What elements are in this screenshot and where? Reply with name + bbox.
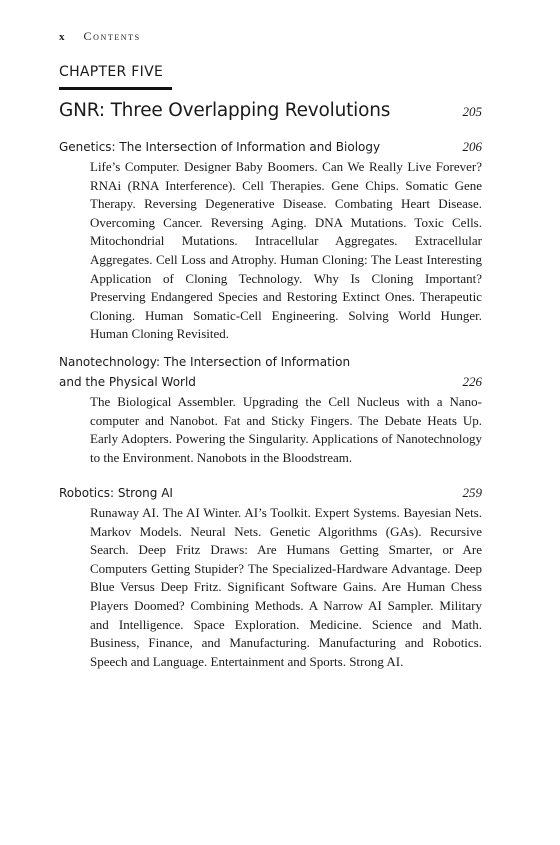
- section-nanotechnology: [59, 352, 482, 467]
- folio: x: [59, 31, 67, 43]
- chapter-page-number: 205: [462, 104, 482, 119]
- section-heading: Genetics: The Intersection of Information and Biology: [59, 140, 381, 154]
- chapter-label: CHAPTER FIVE: [59, 64, 164, 80]
- running-head-title: Contents: [83, 29, 141, 43]
- section-page-number: 206: [462, 139, 482, 154]
- section-robotics: [59, 483, 482, 671]
- chapter-title-row: [59, 100, 482, 121]
- section-body: Runaway AI. The AI Winter. AI’s Toolkit. Expert Systems. Bayesian Nets. Markov Models. Neural Nets. Genetic Algorithms (GAs). Recursive Search. Deep Fritz Draws: Are Humans Getting Smarter, or Are Computers Getting Stupider? The Specialized-Hardware Advantage. Deep Blue Versus Deep Fritz. Significant Software Gains. Are Human Chess Players Doomed? Combining Methods. A Narrow AI Sampler. Military and Intelligence. Space Exploration. Medicine. Science and Math. Business, Finance, and Manufacturing. Manufacturing and Robotics. Speech and Language. Entertainment and Sports. Strong AI.: [90, 505, 482, 669]
- chapter-title: GNR: Three Overlapping Revolutions: [59, 100, 391, 121]
- section-page-number: 226: [462, 374, 482, 389]
- section-heading-row: [59, 372, 482, 392]
- section-body: Life’s Computer. Designer Baby Boomers. Can We Really Live Forever? RNAi (RNA Interference). Cell Therapies. Gene Chips. Somatic Gene Therapy. Reversing Degenerative Disease. Combating Heart Disease. Overcoming Cancer. Reversing Aging. DNA Mutations. Toxic Cells. Mitochondrial Mutations. Intracellular Aggregates. Extracellular Aggregates. Cell Loss and Atrophy. Human Cloning: The Least Interesting Application of Cloning Technology. Why Is Cloning Important? Preserving Endangered Species and Restoring Extinct Ones. Therapeutic Cloning. Human Somatic-Cell Engineering. Solving World Hunger. Human Cloning Revisited.: [90, 159, 482, 342]
- section-body: The Biological Assembler. Upgrading the Cell Nucleus with a Nano-computer and Nanobot. Fat and Sticky Fingers. The Debate Heats Up. Early Adopters. Powering the Singularity. Applications of Nanotechnology to the Environment. Nanobots in the Bloodstream.: [90, 394, 482, 465]
- section-heading-line1: Nanotechnology: The Intersection of Information: [59, 355, 351, 369]
- running-head: [59, 29, 141, 44]
- section-heading: Robotics: Strong AI: [59, 486, 173, 500]
- chapter-rule: [59, 87, 172, 90]
- section-heading-row: [59, 483, 482, 503]
- section-heading-line2: and the Physical World: [59, 375, 196, 389]
- section-genetics: [59, 137, 482, 344]
- section-page-number: 259: [462, 485, 482, 500]
- section-heading-row: [59, 137, 482, 157]
